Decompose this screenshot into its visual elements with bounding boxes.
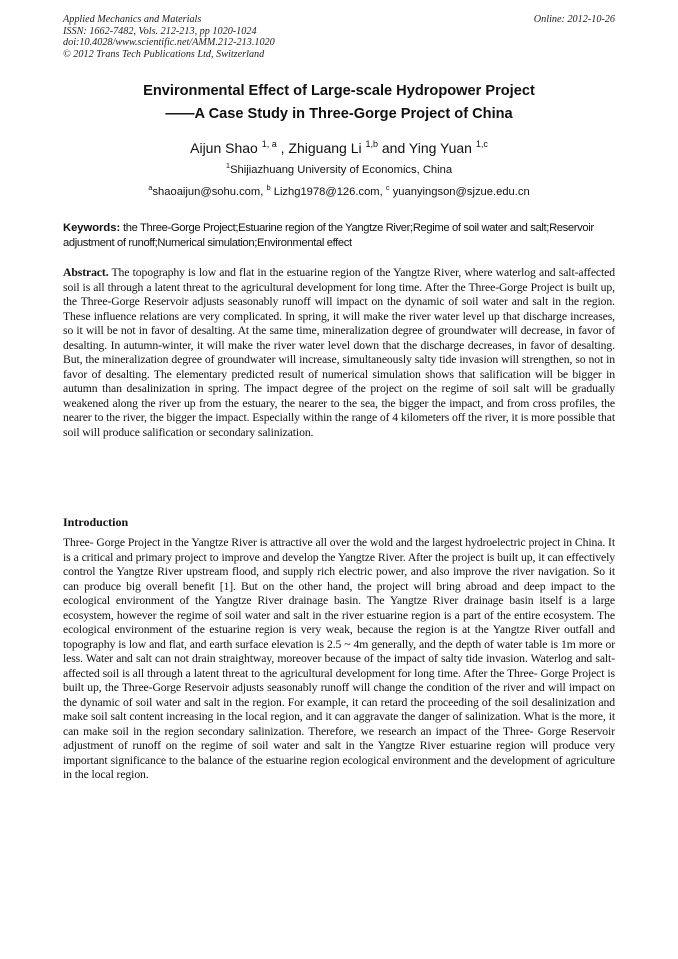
affil-text: Shijiazhuang University of Economics, China: [230, 164, 453, 176]
paper-title-line-1: Environmental Effect of Large-scale Hydropower Project: [143, 83, 535, 99]
issn-line: ISSN: 1662-7482, Vols. 212-213, pp 1020-1024: [63, 25, 257, 37]
copyright-line: © 2012 Trans Tech Publications Ltd, Switzerland: [63, 48, 265, 60]
affiliation: [40, 162, 638, 178]
email-a: shaoaijun@sohu.com,: [152, 186, 267, 198]
author-list: [40, 138, 638, 158]
email-c: yuanyingson@sjzue.edu.cn: [389, 186, 530, 198]
author-separator: ,: [276, 140, 289, 156]
email-mark: a: [148, 183, 153, 192]
keywords-block: [63, 221, 615, 250]
email-mark: c: [385, 183, 390, 192]
journal-name: Applied Mechanics and Materials: [63, 14, 202, 25]
author-affil-mark: 1,b: [365, 139, 378, 149]
author-emails: [40, 184, 638, 200]
author-separator: and: [378, 140, 409, 156]
author-name: Ying Yuan: [408, 140, 472, 156]
author-affil-mark: 1, a: [261, 139, 277, 149]
online-date: Online: 2012-10-26: [533, 14, 615, 25]
email-b: Lizhg1978@126.com,: [270, 186, 386, 198]
author-name: Zhiguang Li: [288, 140, 362, 156]
abstract-label: Abstract.: [63, 266, 109, 279]
abstract-text: The topography is low and flat in the estuarine region of the Yangtze River, where waterlog and salt-affected soil is all through a latent threat to the agricultural development for long time. After the Three-Gorge Project is built up, the Three-Gorge Reservoir adjusts seasonably runoff will impact on the dynamic of soil water and salt in the region. These influence relations are very complicated. In spring, it will make the river water level up that discharge increases, so it will be not in favor of desalting. At the same time, mineralization degree of groundwater will decrease, in favor of desalting. In autumn-winter, it will make the river water level down that the discharge decreases, in favor of desalting. But, the mineralization degree of groundwater will increase, simultaneously salty tide invasion will strengthen, so not in favor of desalting. The elementary predicted result of numerical simulation shows that salification will be bigger in autumn than desalinization in spring. The impact degree of the project on the regime of soil salt will be gradually weakened along the river up from the estuary, the nearer to the sea, the bigger the impact, and from cross profiles, the nearer to the river, the bigger the impact. Especially within the range of 4 kilometers off the river, it is more possible that soil will produce salification or secondary salinization.: [63, 266, 615, 439]
introduction-paragraph: Three- Gorge Project in the Yangtze River is attractive all over the wold and the largest hydroelectric project in China. It is a critical and primary project to improve and develop the Yangtze River. After the project is built up, it can effectively control the Yangtze River upstream flood, and supply rich electric power, and also improve the river navigation. So it can produce big overall benefit [1]. But on the other hand, the project will bring abroad and deep impact to the ecological environment of the Yangtze River drainage basin. The Yangtze River drainage basin itself is a large ecosystem, however the regime of soil water and salt in the river estuarine region is a part of the entire ecosystem. The ecological environment of the estuarine region is very weak, because the region is at the Yangtze River outfall and topography is low and flat, and earth surface elevation is 2.5 ~ 4m generally, and the depth of water table is 1m more or less. Water and salt can not drain straightway, moreover because of the impact of salty tide invasion. Waterlog and salt-affected soil is all through a latent threat to the agricultural development for long time. After the Three- Gorge Project is built up, the Three-Gorge Reservoir adjusts seasonably runoff will change the condition of the river and will impact on the dynamic of soil water and salt in the region. For example, it can retard the proceeding of the soil desalinization and make soil salt content increasing in the local region, and it can aggravate the danger of salinization. What is the more, it can make soil in the region secondary salinization. Therefore, we research an impact of the Three- Gorge Reservoir adjustment of runoff on the regime of soil water and salt in the Yangtze River estuarine region will produce very important significance to the balance of the estuarine region ecological environment and the development of agriculture in the local region.: [63, 536, 615, 781]
keywords-text: the Three-Gorge Project;Estuarine region of the Yangtze River;Regime of soil water and salt;Reservoir adjustment of runoff;Numerical simulation;Environmental effect: [63, 222, 594, 249]
section-heading-introduction: Introduction: [63, 515, 129, 529]
paper-title-line-2: ——A Case Study in Three-Gorge Project of China: [165, 106, 513, 122]
email-mark: b: [266, 183, 271, 192]
journal-header: [63, 14, 275, 60]
affil-mark: 1: [225, 161, 231, 170]
keywords-label: Keywords:: [63, 222, 121, 234]
abstract-block: [63, 266, 615, 440]
author-name: Aijun Shao: [190, 140, 258, 156]
author-affil-mark: 1,c: [475, 139, 488, 149]
doi-line: doi:10.4028/www.scientific.net/AMM.212-213.1020: [63, 37, 275, 49]
